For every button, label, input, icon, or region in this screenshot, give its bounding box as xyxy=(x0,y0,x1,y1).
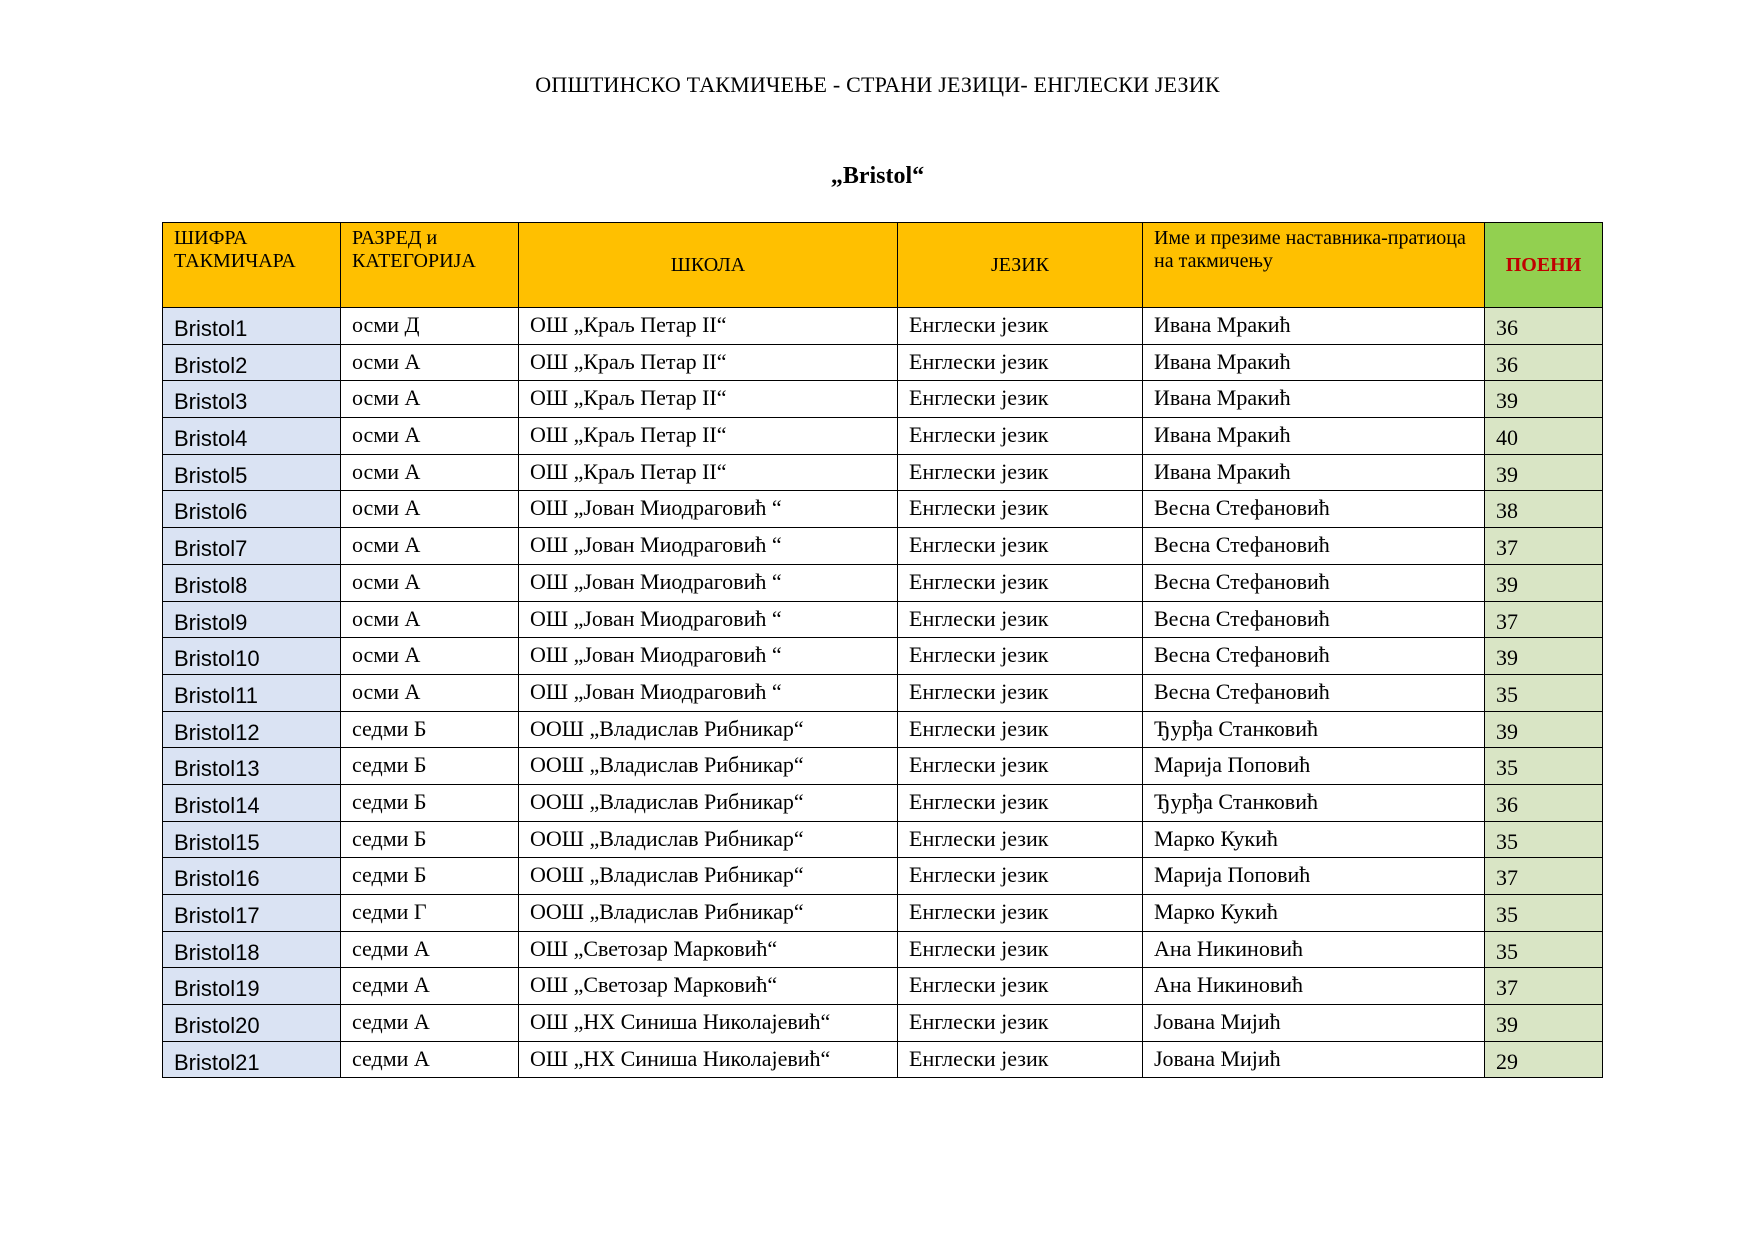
cell-teacher: Марко Кукић xyxy=(1143,821,1485,858)
cell-grade: осми А xyxy=(341,418,519,455)
cell-points: 39 xyxy=(1485,711,1603,748)
cell-school: ОШ „НХ Синиша Николајевић“ xyxy=(519,1005,898,1042)
cell-language: Енглески језик xyxy=(898,418,1143,455)
cell-teacher: Весна Стефановић xyxy=(1143,564,1485,601)
cell-school: ООШ „Владислав Рибникар“ xyxy=(519,895,898,932)
cell-school: ОШ „Јован Миодраговић “ xyxy=(519,564,898,601)
cell-language: Енглески језик xyxy=(898,344,1143,381)
cell-code: Bristol8 xyxy=(163,564,341,601)
cell-teacher: Весна Стефановић xyxy=(1143,674,1485,711)
cell-code: Bristol20 xyxy=(163,1005,341,1042)
table-row xyxy=(163,968,1603,1005)
cell-school: ОШ „Краљ Петар II“ xyxy=(519,454,898,491)
cell-points: 35 xyxy=(1485,821,1603,858)
cell-language: Енглески језик xyxy=(898,858,1143,895)
cell-language: Енглески језик xyxy=(898,895,1143,932)
cell-teacher: Ивана Мракић xyxy=(1143,308,1485,345)
cell-points: 37 xyxy=(1485,528,1603,565)
cell-code: Bristol4 xyxy=(163,418,341,455)
cell-grade: седми А xyxy=(341,1041,519,1078)
cell-grade: седми Б xyxy=(341,858,519,895)
cell-school: ООШ „Владислав Рибникар“ xyxy=(519,748,898,785)
table-row xyxy=(163,674,1603,711)
table-row xyxy=(163,528,1603,565)
cell-language: Енглески језик xyxy=(898,601,1143,638)
cell-code: Bristol19 xyxy=(163,968,341,1005)
table-row xyxy=(163,381,1603,418)
cell-school: ОШ „Јован Миодраговић “ xyxy=(519,491,898,528)
cell-language: Енглески језик xyxy=(898,454,1143,491)
table-row xyxy=(163,711,1603,748)
cell-points: 35 xyxy=(1485,895,1603,932)
cell-points: 39 xyxy=(1485,564,1603,601)
header-points: ПОЕНИ xyxy=(1485,223,1603,308)
cell-language: Енглески језик xyxy=(898,308,1143,345)
cell-teacher: Ђурђа Станковић xyxy=(1143,784,1485,821)
cell-grade: седми Б xyxy=(341,711,519,748)
cell-teacher: Јована Мијић xyxy=(1143,1041,1485,1078)
table-row xyxy=(163,784,1603,821)
header-code: ШИФРА ТАКМИЧАРА xyxy=(163,223,341,308)
cell-points: 36 xyxy=(1485,784,1603,821)
cell-grade: седми А xyxy=(341,968,519,1005)
table-row xyxy=(163,601,1603,638)
cell-teacher: Весна Стефановић xyxy=(1143,528,1485,565)
cell-code: Bristol1 xyxy=(163,308,341,345)
cell-language: Енглески језик xyxy=(898,1041,1143,1078)
cell-language: Енглески језик xyxy=(898,1005,1143,1042)
cell-points: 37 xyxy=(1485,858,1603,895)
cell-grade: осми А xyxy=(341,454,519,491)
cell-grade: седми Б xyxy=(341,784,519,821)
cell-school: ООШ „Владислав Рибникар“ xyxy=(519,784,898,821)
document-title: ОПШТИНСКО ТАКМИЧЕЊЕ - СТРАНИ ЈЕЗИЦИ- ЕНГЛЕСКИ ЈЕЗИК xyxy=(535,72,1220,97)
cell-school: ОШ „Јован Миодраговић “ xyxy=(519,638,898,675)
results-table xyxy=(162,222,1603,1078)
cell-code: Bristol16 xyxy=(163,858,341,895)
cell-teacher: Ивана Мракић xyxy=(1143,418,1485,455)
cell-points: 29 xyxy=(1485,1041,1603,1078)
cell-points: 39 xyxy=(1485,638,1603,675)
cell-grade: осми А xyxy=(341,674,519,711)
cell-school: ОШ „Краљ Петар II“ xyxy=(519,344,898,381)
cell-school: ОШ „Светозар Марковић“ xyxy=(519,968,898,1005)
cell-language: Енглески језик xyxy=(898,748,1143,785)
cell-code: Bristol11 xyxy=(163,674,341,711)
table-row xyxy=(163,1005,1603,1042)
cell-language: Енглески језик xyxy=(898,711,1143,748)
cell-school: ОШ „Краљ Петар II“ xyxy=(519,381,898,418)
cell-teacher: Ана Никиновић xyxy=(1143,968,1485,1005)
cell-teacher: Ивана Мракић xyxy=(1143,381,1485,418)
table-row xyxy=(163,491,1603,528)
table-row xyxy=(163,858,1603,895)
cell-points: 39 xyxy=(1485,454,1603,491)
cell-teacher: Јована Мијић xyxy=(1143,1005,1485,1042)
table-row xyxy=(163,748,1603,785)
cell-teacher: Марко Кукић xyxy=(1143,895,1485,932)
cell-grade: седми Б xyxy=(341,821,519,858)
cell-points: 35 xyxy=(1485,674,1603,711)
document-subtitle: „Bristol“ xyxy=(830,163,925,189)
cell-code: Bristol12 xyxy=(163,711,341,748)
cell-language: Енглески језик xyxy=(898,931,1143,968)
cell-language: Енглески језик xyxy=(898,564,1143,601)
table-row xyxy=(163,454,1603,491)
cell-school: ООШ „Владислав Рибникар“ xyxy=(519,711,898,748)
cell-teacher: Ана Никиновић xyxy=(1143,931,1485,968)
cell-points: 37 xyxy=(1485,968,1603,1005)
cell-language: Енглески језик xyxy=(898,381,1143,418)
cell-grade: осми А xyxy=(341,491,519,528)
cell-language: Енглески језик xyxy=(898,968,1143,1005)
cell-points: 36 xyxy=(1485,344,1603,381)
cell-code: Bristol15 xyxy=(163,821,341,858)
cell-code: Bristol3 xyxy=(163,381,341,418)
table-row xyxy=(163,931,1603,968)
header-language: ЈЕЗИК xyxy=(898,223,1143,308)
cell-code: Bristol10 xyxy=(163,638,341,675)
cell-code: Bristol21 xyxy=(163,1041,341,1078)
cell-code: Bristol13 xyxy=(163,748,341,785)
cell-language: Енглески језик xyxy=(898,674,1143,711)
cell-grade: осми А xyxy=(341,528,519,565)
cell-grade: осми А xyxy=(341,638,519,675)
cell-grade: осми А xyxy=(341,381,519,418)
table-header xyxy=(163,223,1603,308)
cell-school: ОШ „Јован Миодраговић “ xyxy=(519,674,898,711)
cell-grade: осми А xyxy=(341,564,519,601)
cell-language: Енглески језик xyxy=(898,638,1143,675)
table-row xyxy=(163,1041,1603,1078)
cell-points: 37 xyxy=(1485,601,1603,638)
cell-grade: седми А xyxy=(341,1005,519,1042)
cell-teacher: Весна Стефановић xyxy=(1143,491,1485,528)
cell-points: 36 xyxy=(1485,308,1603,345)
cell-teacher: Ивана Мракић xyxy=(1143,454,1485,491)
cell-school: ООШ „Владислав Рибникар“ xyxy=(519,858,898,895)
cell-points: 38 xyxy=(1485,491,1603,528)
header-teacher: Име и презиме наставника-пратиоца на такмичењу xyxy=(1143,223,1485,308)
cell-code: Bristol6 xyxy=(163,491,341,528)
cell-code: Bristol7 xyxy=(163,528,341,565)
header-row xyxy=(163,223,1603,308)
cell-language: Енглески језик xyxy=(898,491,1143,528)
table-row xyxy=(163,821,1603,858)
header-school: ШКОЛА xyxy=(519,223,898,308)
cell-code: Bristol9 xyxy=(163,601,341,638)
cell-points: 39 xyxy=(1485,1005,1603,1042)
cell-grade: седми А xyxy=(341,931,519,968)
header-grade: РАЗРЕД и КАТЕГОРИЈА xyxy=(341,223,519,308)
cell-points: 35 xyxy=(1485,931,1603,968)
table-row xyxy=(163,418,1603,455)
table-row xyxy=(163,308,1603,345)
cell-teacher: Ивана Мракић xyxy=(1143,344,1485,381)
cell-language: Енглески језик xyxy=(898,821,1143,858)
cell-code: Bristol17 xyxy=(163,895,341,932)
cell-code: Bristol14 xyxy=(163,784,341,821)
cell-school: ОШ „Краљ Петар II“ xyxy=(519,418,898,455)
cell-points: 39 xyxy=(1485,381,1603,418)
table-row xyxy=(163,344,1603,381)
table-row xyxy=(163,638,1603,675)
cell-code: Bristol18 xyxy=(163,931,341,968)
cell-school: ООШ „Владислав Рибникар“ xyxy=(519,821,898,858)
cell-code: Bristol2 xyxy=(163,344,341,381)
cell-points: 35 xyxy=(1485,748,1603,785)
cell-language: Енглески језик xyxy=(898,784,1143,821)
cell-school: ОШ „Светозар Марковић“ xyxy=(519,931,898,968)
cell-school: ОШ „Краљ Петар II“ xyxy=(519,308,898,345)
cell-teacher: Марија Поповић xyxy=(1143,748,1485,785)
cell-teacher: Марија Поповић xyxy=(1143,858,1485,895)
cell-school: ОШ „Јован Миодраговић “ xyxy=(519,528,898,565)
cell-teacher: Ђурђа Станковић xyxy=(1143,711,1485,748)
table-row xyxy=(163,564,1603,601)
cell-grade: осми А xyxy=(341,344,519,381)
cell-language: Енглески језик xyxy=(898,528,1143,565)
table-row xyxy=(163,895,1603,932)
cell-school: ОШ „НХ Синиша Николајевић“ xyxy=(519,1041,898,1078)
cell-grade: осми Д xyxy=(341,308,519,345)
cell-teacher: Весна Стефановић xyxy=(1143,601,1485,638)
cell-grade: осми А xyxy=(341,601,519,638)
cell-teacher: Весна Стефановић xyxy=(1143,638,1485,675)
cell-grade: седми Б xyxy=(341,748,519,785)
cell-grade: седми Г xyxy=(341,895,519,932)
table-body xyxy=(163,308,1603,1078)
cell-code: Bristol5 xyxy=(163,454,341,491)
cell-points: 40 xyxy=(1485,418,1603,455)
cell-school: ОШ „Јован Миодраговић “ xyxy=(519,601,898,638)
